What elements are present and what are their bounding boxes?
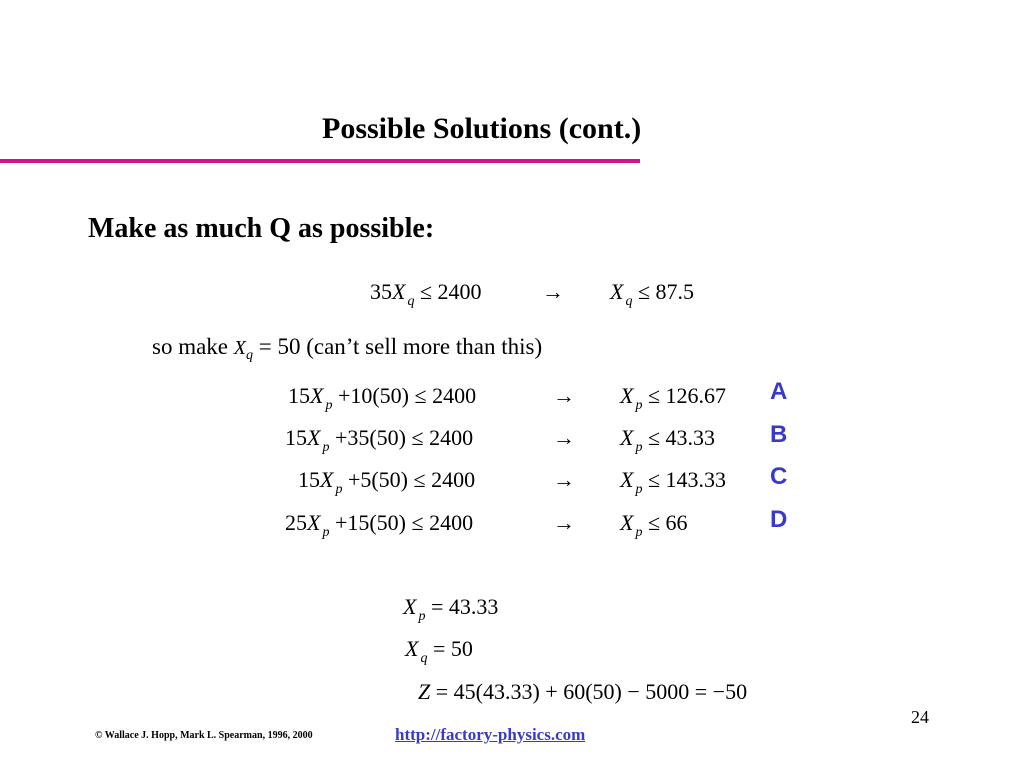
coef: 15 (288, 383, 310, 408)
somake-suffix: = 50 (can’t sell more than this) (258, 334, 543, 359)
constraint-label: A (770, 378, 788, 405)
rvar: X (620, 467, 634, 492)
somake-prefix: so make (152, 334, 229, 359)
eq1-rest: ≤ 2400 (419, 279, 482, 304)
constraint-label: D (770, 506, 788, 533)
eq1-rrest: ≤ 87.5 (637, 279, 695, 304)
coef: 15 (298, 467, 320, 492)
constraint-rhs (620, 383, 726, 414)
constraint-lhs (285, 510, 473, 541)
var: X (310, 383, 324, 408)
section-heading: Make as much Q as possible: (88, 213, 435, 244)
title-underline (0, 159, 640, 163)
var: X (320, 467, 334, 492)
var: X (405, 636, 419, 661)
sub: p (322, 440, 330, 455)
somake-var: X (233, 337, 246, 359)
rsub: p (635, 398, 643, 413)
copyright-notice: © Wallace J. Hopp, Mark L. Spearman, 1996, 2000 (95, 730, 313, 741)
rvar: X (620, 383, 634, 408)
result-xq (405, 636, 473, 667)
sub: q (420, 651, 428, 666)
result-z (418, 679, 747, 705)
var: Z (418, 679, 431, 704)
eq1-rsub: q (625, 294, 633, 309)
sub: p (418, 609, 426, 624)
rest: = 43.33 (430, 594, 499, 619)
rvar: X (620, 425, 634, 450)
arrow: → (553, 510, 575, 535)
constraint-lhs (285, 425, 473, 456)
rest: = 50 (432, 636, 473, 661)
rsub: p (635, 482, 643, 497)
constraint-rhs (620, 510, 688, 541)
so-make-statement (152, 334, 542, 364)
equation-result-q (610, 279, 694, 310)
slide-title: Possible Solutions (cont.) (322, 112, 642, 145)
rsub: p (635, 525, 643, 540)
constraint-lhs (298, 467, 475, 498)
rvar: X (620, 510, 634, 535)
rsub: p (635, 440, 643, 455)
rest: +10(50) ≤ 2400 (337, 383, 477, 408)
sub: p (325, 398, 333, 413)
var: X (307, 510, 321, 535)
arrow: → (553, 425, 575, 450)
page-number: 24 (911, 707, 929, 727)
rrest: ≤ 43.33 (647, 425, 716, 450)
var: X (307, 425, 321, 450)
sub: p (335, 482, 343, 497)
rrest: ≤ 66 (647, 510, 688, 535)
constraint-lhs (288, 383, 476, 414)
coef: 25 (285, 510, 307, 535)
factory-physics-link[interactable]: http://factory-physics.com (395, 725, 586, 744)
constraint-rhs (620, 425, 715, 456)
rest: = 45(43.33) + 60(50) − 5000 = −50 (435, 679, 748, 704)
rrest: ≤ 143.33 (647, 467, 727, 492)
constraint-rhs (620, 467, 726, 498)
coef: 15 (285, 425, 307, 450)
somake-sub: q (245, 348, 253, 363)
eq1-rvar: X (610, 279, 624, 304)
rest: +15(50) ≤ 2400 (334, 510, 474, 535)
equation-capacity-q (370, 279, 482, 310)
rest: +5(50) ≤ 2400 (347, 467, 476, 492)
result-xp (403, 594, 498, 625)
arrow: → (553, 467, 575, 492)
var: X (403, 594, 417, 619)
arrow: → (553, 383, 575, 408)
eq1-coef: 35 (370, 279, 392, 304)
constraint-label: C (770, 463, 788, 490)
eq1-var: X (392, 279, 406, 304)
eq1-sub: q (407, 294, 415, 309)
rest: +35(50) ≤ 2400 (334, 425, 474, 450)
eq1-arrow: → (542, 279, 564, 304)
sub: p (322, 525, 330, 540)
rrest: ≤ 126.67 (647, 383, 727, 408)
constraint-label: B (770, 421, 788, 448)
